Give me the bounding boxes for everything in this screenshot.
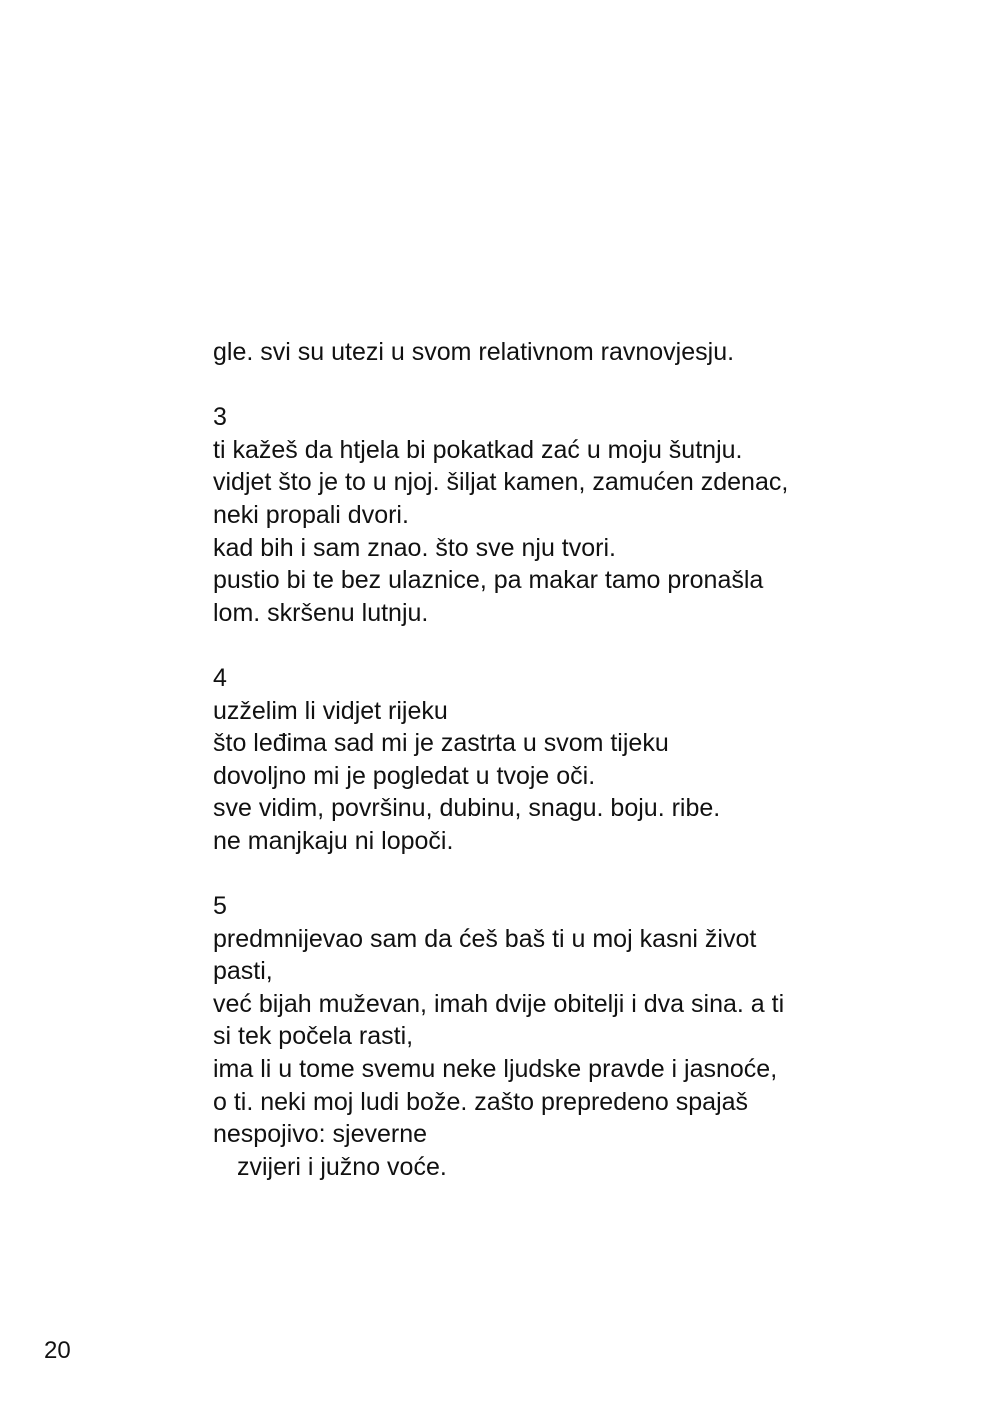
poem-line: ima li u tome svemu neke ljudske pravde i jasnoće, — [213, 1055, 778, 1084]
stanza-3 — [213, 401, 913, 629]
poem-line: dovoljno mi je pogledat u tvoje oči. — [213, 761, 596, 790]
stanza-4 — [213, 662, 913, 858]
poem-line: već bijah muževan, imah dvije obitelji i dva sina. a ti — [213, 989, 785, 1018]
poem-line: pasti, — [213, 957, 273, 986]
poem-body — [213, 336, 913, 1216]
poem-line: gle. svi su utezi u svom relativnom ravnovjesju. — [213, 338, 735, 366]
poem-line: lom. skršenu lutnju. — [213, 598, 429, 627]
stanza-5 — [213, 890, 913, 1183]
poem-line: sve vidim, površinu, dubinu, snagu. boju. ribe. — [213, 794, 721, 823]
poem-line: nespojivo: sjeverne — [213, 1120, 428, 1149]
page-number: 20 — [44, 1337, 71, 1364]
stanza-number: 4 — [213, 663, 227, 692]
poem-line: vidjet što je to u njoj. šiljat kamen, zamućen zdenac, — [213, 468, 789, 497]
poem-line: o ti. neki moj ludi bože. zašto prepredeno spajaš — [213, 1087, 749, 1116]
poem-line-indented: zvijeri i južno voće. — [237, 1152, 447, 1181]
poem-line: što leđima sad mi je zastrta u svom tijeku — [213, 729, 669, 758]
stanza-number: 5 — [213, 892, 227, 921]
poem-line: ti kažeš da htjela bi pokatkad zać u moju šutnju. — [213, 435, 743, 464]
poem-line: ne manjkaju ni lopoči. — [213, 826, 454, 855]
poem-line: kad bih i sam znao. što sve nju tvori. — [213, 533, 616, 562]
stanza-number: 3 — [213, 403, 227, 432]
poem-line: si tek počela rasti, — [213, 1022, 414, 1051]
poem-line: neki propali dvori. — [213, 500, 409, 529]
poem-line: pustio bi te bez ulaznice, pa makar tamo pronašla — [213, 566, 764, 595]
opening-stanza — [213, 336, 913, 369]
poem-line: predmnijevao sam da ćeš baš ti u moj kasni život — [213, 924, 757, 953]
poem-line: uzželim li vidjet rijeku — [213, 696, 448, 725]
